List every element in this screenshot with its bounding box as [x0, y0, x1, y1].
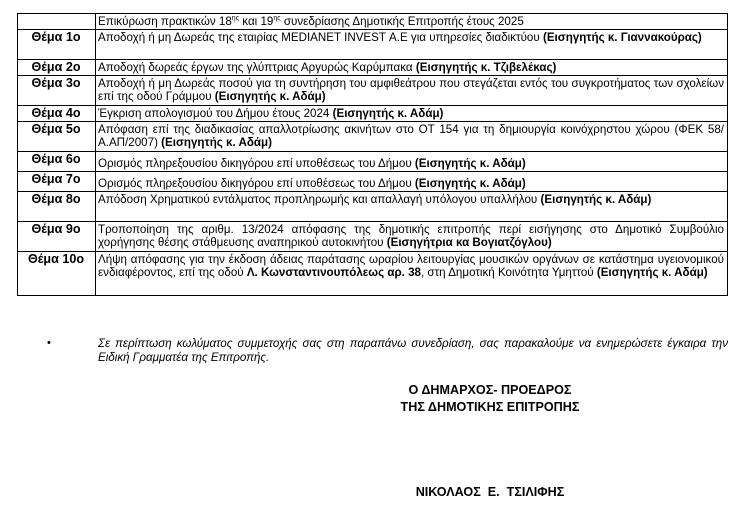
agenda-item-description: Λήψη απόφασης για την έκδοση άδειας παράτασης ωραρίου λειτουργίας μουσικών οργάνων σε κατάστημα υγειονομικού ενδιαφέροντος, επί της οδού Λ. Κωνσταντινουπόλεως αρ. 38, στη Δημοτική Κοινότητα Υμηττού (Εισηγητής κ. Αδάμ) [96, 252, 728, 296]
table-row [18, 30, 728, 60]
attendance-note-text: Σε περίπτωση κωλύματος συμμετοχής σας στη παραπάνω συνεδρίαση, σας παρακαλούμε να ενημερώσετε έγκαιρα την Ειδική Γραμματέα της Επιτροπής. [98, 337, 728, 364]
table-row [18, 60, 728, 76]
table-row [18, 76, 728, 106]
signature-title-line2: ΤΗΣ ΔΗΜΟΤΙΚΗΣ ΕΠΙΤΡΟΠΗΣ [400, 400, 580, 414]
table-row [18, 152, 728, 172]
table-row [18, 192, 728, 222]
note-bullet: • [47, 337, 51, 349]
agenda-item-description: Ορισμός πληρεξουσίου δικηγόρου επί υποθέσεως του Δήμου (Εισηγητής κ. Αδάμ) [96, 152, 728, 172]
agenda-item-description: Απόδοση Χρηματικού εντάλματος προπληρωμής και απαλλαγή υπόλογου υπαλλήλου (Εισηγητής κ. Αδάμ) [96, 192, 728, 222]
agenda-item-number: Θέμα 1ο [18, 30, 96, 60]
agenda-item-number: Θέμα 7ο [18, 172, 96, 192]
agenda-item-number: Θέμα 8ο [18, 192, 96, 222]
agenda-item-description: Αποδοχή δωρεάς έργων της γλύπτριας Αργυρώς Καρύμπακα (Εισηγητής κ. Τζιβελέκας) [96, 60, 728, 76]
agenda-item-description: Αποδοχή ή μη Δωρεάς ποσού για τη συντήρηση του αμφιθεάτρου που στεγάζεται εντός του συγκροτήματος των σχολείων επί της οδού Γράμμου (Εισηγητής κ. Αδάμ) [96, 76, 728, 106]
agenda-item-number: Θέμα 5ο [18, 122, 96, 152]
agenda-item-number: Θέμα 4ο [18, 106, 96, 122]
table-row [18, 222, 728, 252]
signatory-name: ΝΙΚΟΛΑΟΣ Ε. ΤΣΙΛΙΦΗΣ [415, 485, 565, 499]
agenda-item-number: Θέμα 10ο [18, 252, 96, 296]
agenda-number-cell [18, 14, 96, 30]
agenda-item-description: Αποδοχή ή μη Δωρεάς της εταιρίας MEDIANET INVEST Α.Ε για υπηρεσίες διαδικτύου (Εισηγητής κ. Γιαννακούρας) [96, 30, 728, 60]
agenda-item-description: Έγκριση απολογισμού του Δήμου έτους 2024 (Εισηγητής κ. Αδάμ) [96, 106, 728, 122]
agenda-item-number: Θέμα 9ο [18, 222, 96, 252]
table-row [18, 106, 728, 122]
table-row [18, 122, 728, 152]
agenda-item-description: Τροποποίηση της αριθμ. 13/2024 απόφασης της δημοτικής επιτροπής περί εισήγησης στο Δημοτικό Συμβούλιο χορήγησης θέσης στάθμευσης αναπηρικού αυτοκινήτου (Εισηγήτρια κα Βογιατζόγλου) [96, 222, 728, 252]
table-row [18, 172, 728, 192]
agenda-item-description: Ορισμός πληρεξουσίου δικηγόρου επί υποθέσεως του Δήμου (Εισηγητής κ. Αδάμ) [96, 172, 728, 192]
agenda-table [17, 13, 728, 296]
attendance-note [98, 337, 728, 365]
signature-title [370, 382, 610, 416]
agenda-item-number: Θέμα 2ο [18, 60, 96, 76]
agenda-item-description: Απόφαση επί της διαδικασίας απαλλοτρίωσης ακινήτων στο ΟΤ 154 για τη δημιουργία κοινόχρηστου χώρου (ΦΕΚ 58/Α.ΑΠ/2007) (Εισηγητής κ. Αδάμ) [96, 122, 728, 152]
agenda-item-number: Θέμα 3ο [18, 76, 96, 106]
table-row [18, 252, 728, 296]
table-row [18, 14, 728, 30]
agenda-item-number: Θέμα 6ο [18, 152, 96, 172]
agenda-minutes-approval: Επικύρωση πρακτικών $18^{\eta\varsigma}$ και $19^{\eta\varsigma}$ συνεδρίασης Δημοτικής Επιτροπής έτους 2025 [96, 14, 728, 30]
signature-title-line1: Ο ΔΗΜΑΡΧΟΣ- ΠΡΟΕΔΡΟΣ [408, 383, 572, 397]
